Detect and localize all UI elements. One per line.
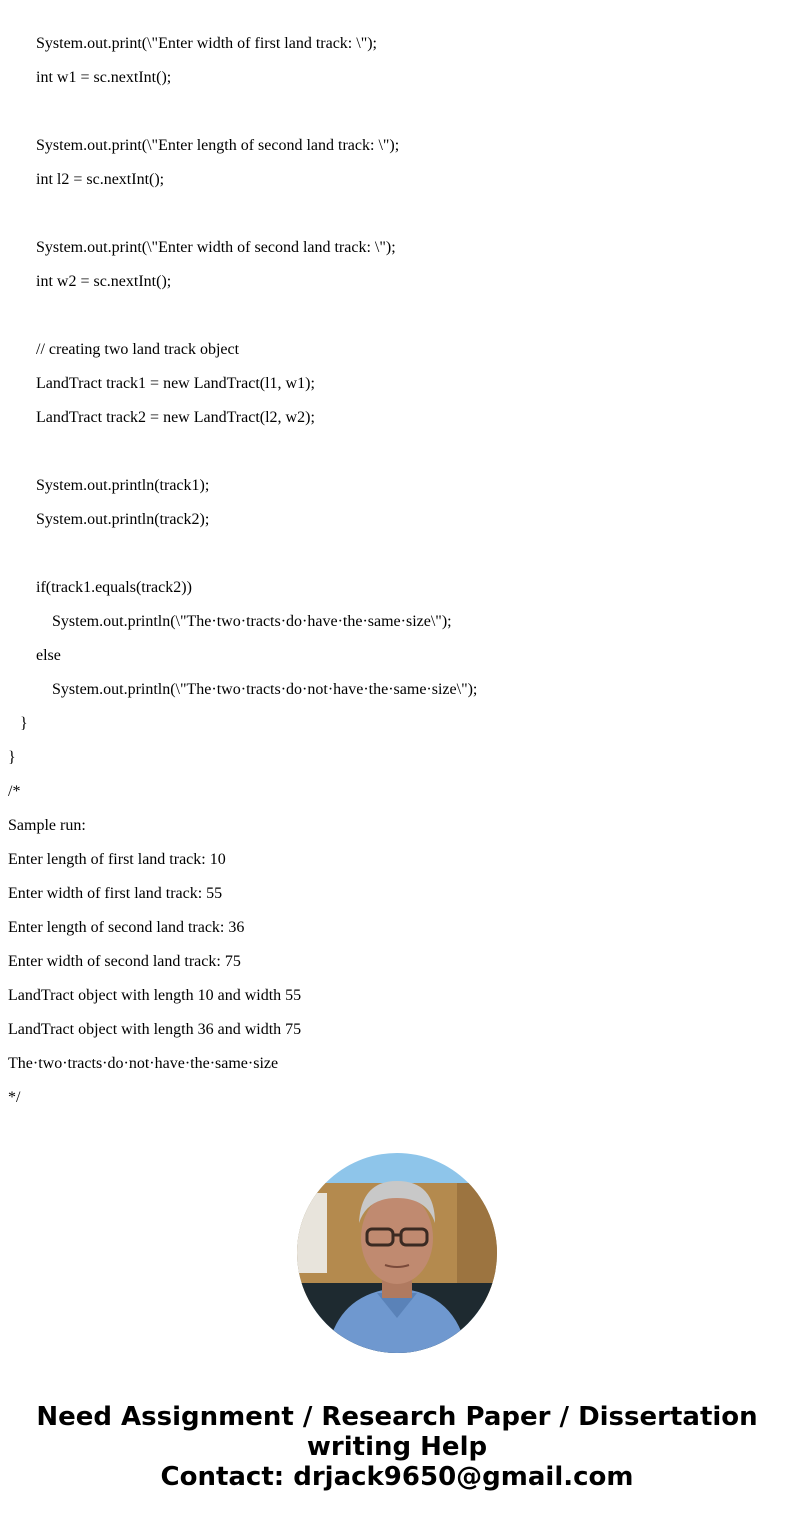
code-listing bbox=[0, 27, 794, 1115]
code-line: System.out.print(\"Enter width of first land track: \"); bbox=[36, 35, 377, 52]
code-line: // creating two land track object bbox=[36, 341, 240, 358]
blank-line bbox=[0, 435, 794, 469]
blank-line bbox=[0, 197, 794, 231]
person-photo-icon bbox=[297, 1153, 497, 1353]
code-line: if(track1.equals(track2)) bbox=[36, 579, 192, 596]
code-line: } bbox=[20, 715, 28, 732]
code-line: System.out.println(track1); bbox=[36, 477, 210, 494]
code-line: The·two·tracts·do·not·have·the·same·size bbox=[8, 1055, 279, 1072]
code-line: */ bbox=[8, 1089, 21, 1106]
code-line: LandTract track1 = new LandTract(l1, w1); bbox=[36, 375, 315, 392]
blank-line bbox=[0, 95, 794, 129]
code-line: System.out.println(track2); bbox=[36, 511, 210, 528]
code-line: LandTract object with length 36 and width 75 bbox=[8, 1021, 302, 1038]
code-line: else bbox=[36, 647, 61, 664]
footer-line-1: Need Assignment / Research Paper / Dissertation bbox=[36, 1402, 758, 1432]
footer-contact: Contact: drjack9650@gmail.com bbox=[160, 1462, 634, 1492]
code-line: /* bbox=[8, 783, 21, 800]
code-line: System.out.println(\"The·two·tracts·do·not·have·the·same·size\"); bbox=[52, 681, 478, 698]
code-line: System.out.println(\"The·two·tracts·do·have·the·same·size\"); bbox=[52, 613, 452, 630]
avatar bbox=[297, 1153, 497, 1353]
code-line: int l2 = sc.nextInt(); bbox=[36, 171, 165, 188]
code-line: LandTract track2 = new LandTract(l2, w2); bbox=[36, 409, 315, 426]
code-line: Enter width of second land track: 75 bbox=[8, 953, 241, 970]
code-line: LandTract object with length 10 and width 55 bbox=[8, 987, 302, 1004]
code-line: System.out.print(\"Enter width of second land track: \"); bbox=[36, 239, 396, 256]
code-line: int w1 = sc.nextInt(); bbox=[36, 69, 172, 86]
code-line: Sample run: bbox=[8, 817, 86, 834]
contact-banner bbox=[0, 1402, 794, 1492]
code-line: Enter length of first land track: 10 bbox=[8, 851, 226, 868]
code-line: System.out.print(\"Enter length of second land track: \"); bbox=[36, 137, 400, 154]
code-line: Enter length of second land track: 36 bbox=[8, 919, 245, 936]
footer-line-2: writing Help bbox=[306, 1432, 488, 1462]
blank-line bbox=[0, 537, 794, 571]
blank-line bbox=[0, 299, 794, 333]
code-line: } bbox=[8, 749, 16, 766]
code-line: int w2 = sc.nextInt(); bbox=[36, 273, 172, 290]
code-line: Enter width of first land track: 55 bbox=[8, 885, 223, 902]
